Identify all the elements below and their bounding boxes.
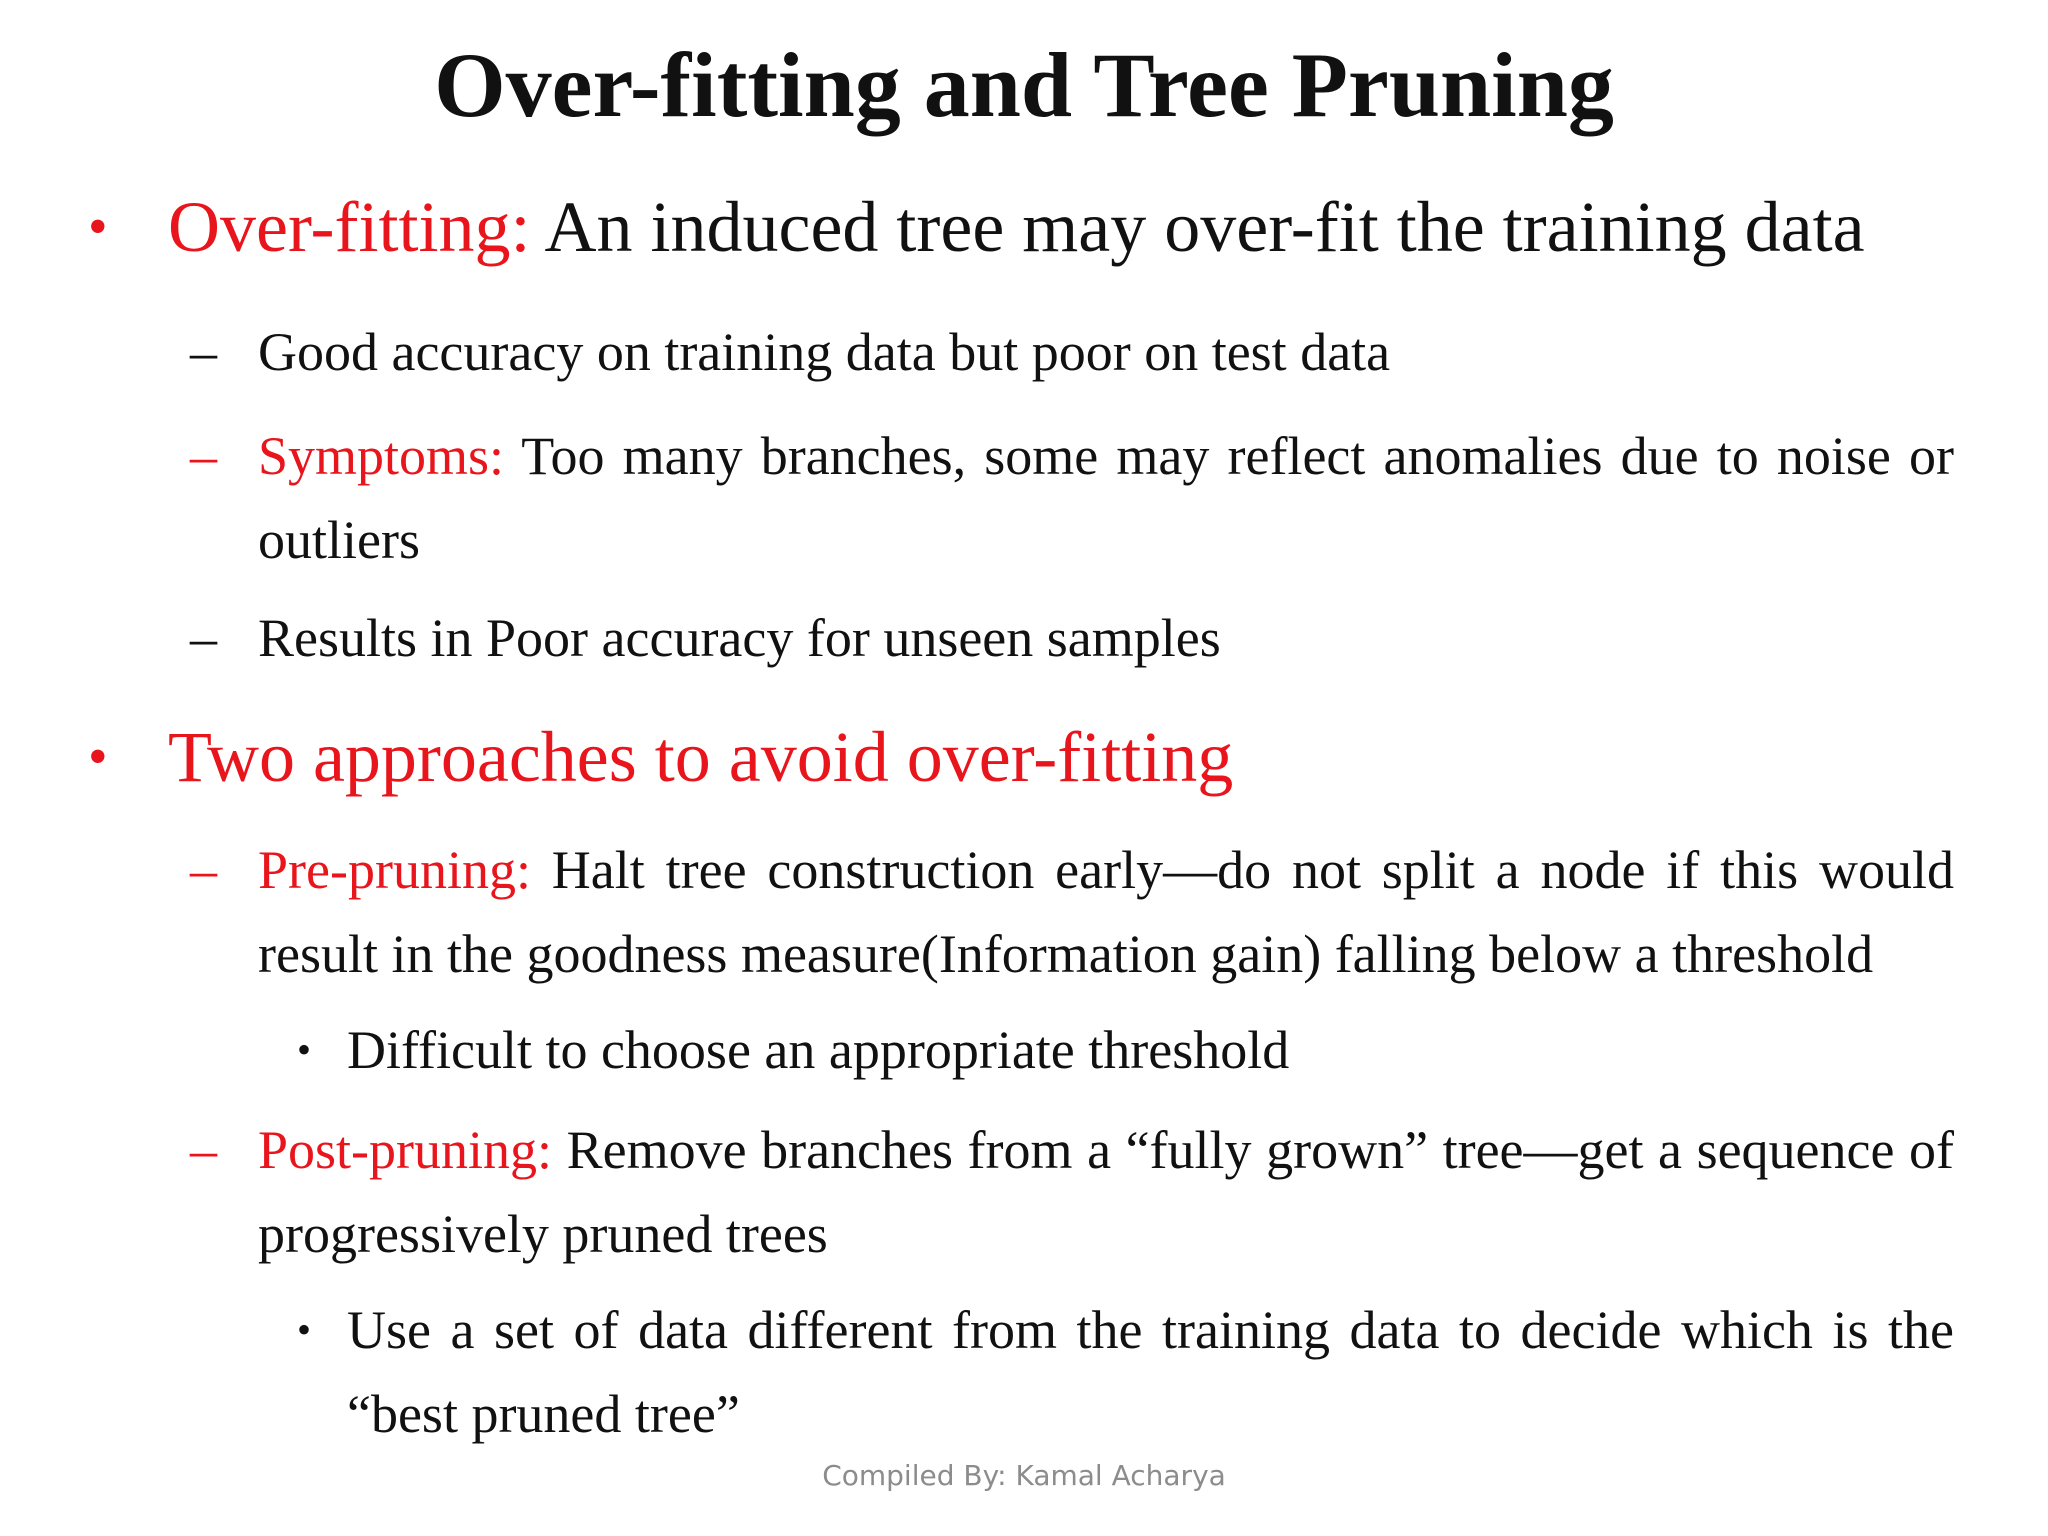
subitem-pre-pruning	[190, 828, 1954, 996]
subitem-symptoms	[190, 414, 1954, 582]
subitem-lead: Post-pruning:	[258, 1120, 553, 1180]
bullet-lead: Over-fitting:	[168, 187, 531, 267]
subitem-good-accuracy	[190, 310, 1954, 394]
subitem-text: Results in Poor accuracy for unseen samples	[258, 608, 1221, 668]
subitem-text: Halt tree construction early—do not split a node if this would result in the goodness measure(Information gain) falling below a threshold	[258, 840, 1954, 984]
bullet-icon: •	[88, 196, 108, 258]
subitem-post-pruning	[190, 1108, 1954, 1276]
bullet-overfitting	[88, 182, 1968, 272]
subitem-text: Too many branches, some may reflect anomalies due to noise or outliers	[258, 426, 1954, 570]
bullet-icon: •	[88, 726, 108, 788]
footer-credit: Compiled By: Kamal Acharya	[822, 1459, 1226, 1492]
bullet-lead: Two approaches to avoid over-fitting	[168, 717, 1234, 797]
subsubitem-text: Difficult to choose an appropriate threshold	[347, 1020, 1290, 1080]
subitem-lead: Pre-pruning:	[258, 840, 531, 900]
dash-icon: –	[190, 840, 217, 900]
subitem-text: Good accuracy on training data but poor on test data	[258, 322, 1391, 382]
bullet-text: An induced tree may over-fit the training data	[530, 187, 1865, 267]
subitem-text: Remove branches from a “fully grown” tree—get a sequence of progressively pruned trees	[258, 1120, 1954, 1264]
slide-title: Over-fitting and Tree Pruning	[434, 34, 1614, 136]
subsubitem-threshold	[297, 1008, 1954, 1092]
bullet-two-approaches	[88, 712, 1968, 802]
dash-icon: –	[190, 426, 217, 486]
bullet-icon: •	[297, 1027, 312, 1072]
bullet-icon: •	[297, 1307, 312, 1352]
subsubitem-text: Use a set of data different from the training data to decide which is the “best pruned tree”	[347, 1300, 1954, 1444]
dash-icon: –	[190, 1120, 217, 1180]
dash-icon: –	[190, 322, 217, 382]
subitem-results	[190, 596, 1954, 680]
dash-icon: –	[190, 608, 217, 668]
subitem-lead: Symptoms:	[258, 426, 505, 486]
subsubitem-best-pruned	[297, 1288, 1954, 1456]
